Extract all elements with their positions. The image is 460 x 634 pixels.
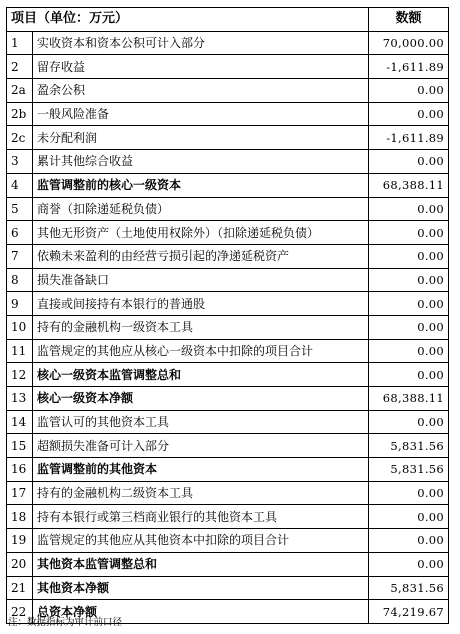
capital-composition-table — [6, 7, 449, 624]
table-row — [7, 481, 449, 505]
row-item: 监管认可的其他资本工具 — [33, 410, 369, 434]
row-value: 0.00 — [369, 102, 449, 126]
row-number: 10 — [7, 315, 33, 339]
row-number: 13 — [7, 387, 33, 411]
table-row — [7, 126, 449, 150]
row-item: 未分配利润 — [33, 126, 369, 150]
row-value: 70,000.00 — [369, 31, 449, 55]
row-number: 6 — [7, 221, 33, 245]
table-row — [7, 173, 449, 197]
row-item: 盈余公积 — [33, 79, 369, 103]
table-row — [7, 244, 449, 268]
row-value: 0.00 — [369, 79, 449, 103]
row-value: 0.00 — [369, 505, 449, 529]
row-item: 监管调整前的核心一级资本 — [33, 173, 369, 197]
row-value: 5,831.56 — [369, 458, 449, 482]
row-value: 0.00 — [369, 410, 449, 434]
row-number: 9 — [7, 292, 33, 316]
row-value: 0.00 — [369, 244, 449, 268]
table-row — [7, 150, 449, 174]
row-number: 12 — [7, 363, 33, 387]
row-number: 16 — [7, 458, 33, 482]
table-row — [7, 315, 449, 339]
table-row — [7, 434, 449, 458]
row-number: 18 — [7, 505, 33, 529]
header-value: 数额 — [369, 8, 449, 32]
row-item: 监管调整前的其他资本 — [33, 458, 369, 482]
table-row — [7, 339, 449, 363]
row-number: 8 — [7, 268, 33, 292]
table-row — [7, 387, 449, 411]
row-item: 核心一级资本监管调整总和 — [33, 363, 369, 387]
row-item: 监管规定的其他应从其他资本中扣除的项目合计 — [33, 529, 369, 553]
row-item: 持有的金融机构一级资本工具 — [33, 315, 369, 339]
row-item: 其他资本净额 — [33, 576, 369, 600]
row-item: 依赖未来盈利的由经营亏损引起的净递延税资产 — [33, 244, 369, 268]
table-row — [7, 292, 449, 316]
row-value: 0.00 — [369, 529, 449, 553]
table-row — [7, 102, 449, 126]
row-number: 3 — [7, 150, 33, 174]
row-item: 损失准备缺口 — [33, 268, 369, 292]
row-item: 其他资本监管调整总和 — [33, 552, 369, 576]
row-number: 22 — [7, 600, 33, 624]
row-item: 累计其他综合收益 — [33, 150, 369, 174]
row-number: 11 — [7, 339, 33, 363]
row-value: 0.00 — [369, 268, 449, 292]
row-item: 其他无形资产（土地使用权除外）（扣除递延税负债） — [33, 221, 369, 245]
table-row — [7, 55, 449, 79]
row-item: 持有的金融机构二级资本工具 — [33, 481, 369, 505]
row-value: -1,611.89 — [369, 55, 449, 79]
row-value: 68,388.11 — [369, 173, 449, 197]
table-row — [7, 576, 449, 600]
row-value: 0.00 — [369, 552, 449, 576]
table-row — [7, 552, 449, 576]
row-value: 68,388.11 — [369, 387, 449, 411]
row-number: 4 — [7, 173, 33, 197]
row-value: 0.00 — [369, 363, 449, 387]
row-item: 总资本净额 — [33, 600, 369, 624]
row-value: 0.00 — [369, 150, 449, 174]
table-row — [7, 197, 449, 221]
row-value: -1,611.89 — [369, 126, 449, 150]
row-number: 1 — [7, 31, 33, 55]
row-number: 5 — [7, 197, 33, 221]
row-item: 商誉（扣除递延税负债） — [33, 197, 369, 221]
row-number: 15 — [7, 434, 33, 458]
table-header-row — [7, 8, 449, 32]
footnote: 注：数据指标为审计前口径 — [8, 617, 123, 628]
row-item: 一般风险准备 — [33, 102, 369, 126]
row-number: 17 — [7, 481, 33, 505]
table-row — [7, 268, 449, 292]
row-value: 0.00 — [369, 315, 449, 339]
row-item: 超额损失准备可计入部分 — [33, 434, 369, 458]
row-number: 2b — [7, 102, 33, 126]
row-value: 0.00 — [369, 197, 449, 221]
table-row — [7, 363, 449, 387]
row-number: 2a — [7, 79, 33, 103]
header-item: 项目（单位：万元） — [7, 8, 369, 32]
row-value: 0.00 — [369, 481, 449, 505]
table-row — [7, 79, 449, 103]
table-row — [7, 529, 449, 553]
row-number: 2 — [7, 55, 33, 79]
row-value: 0.00 — [369, 292, 449, 316]
row-value: 5,831.56 — [369, 434, 449, 458]
table-row — [7, 31, 449, 55]
row-number: 7 — [7, 244, 33, 268]
row-value: 0.00 — [369, 221, 449, 245]
row-item: 核心一级资本净额 — [33, 387, 369, 411]
table-row — [7, 458, 449, 482]
row-number: 19 — [7, 529, 33, 553]
row-value: 5,831.56 — [369, 576, 449, 600]
row-item: 留存收益 — [33, 55, 369, 79]
table-row — [7, 410, 449, 434]
row-number: 2c — [7, 126, 33, 150]
row-item: 直接或间接持有本银行的普通股 — [33, 292, 369, 316]
table-row — [7, 505, 449, 529]
row-number: 20 — [7, 552, 33, 576]
table-row — [7, 221, 449, 245]
row-number: 21 — [7, 576, 33, 600]
row-item: 监管规定的其他应从核心一级资本中扣除的项目合计 — [33, 339, 369, 363]
row-value: 74,219.67 — [369, 600, 449, 624]
row-value: 0.00 — [369, 339, 449, 363]
row-number: 14 — [7, 410, 33, 434]
row-item: 实收资本和资本公积可计入部分 — [33, 31, 369, 55]
row-item: 持有本银行或第三档商业银行的其他资本工具 — [33, 505, 369, 529]
